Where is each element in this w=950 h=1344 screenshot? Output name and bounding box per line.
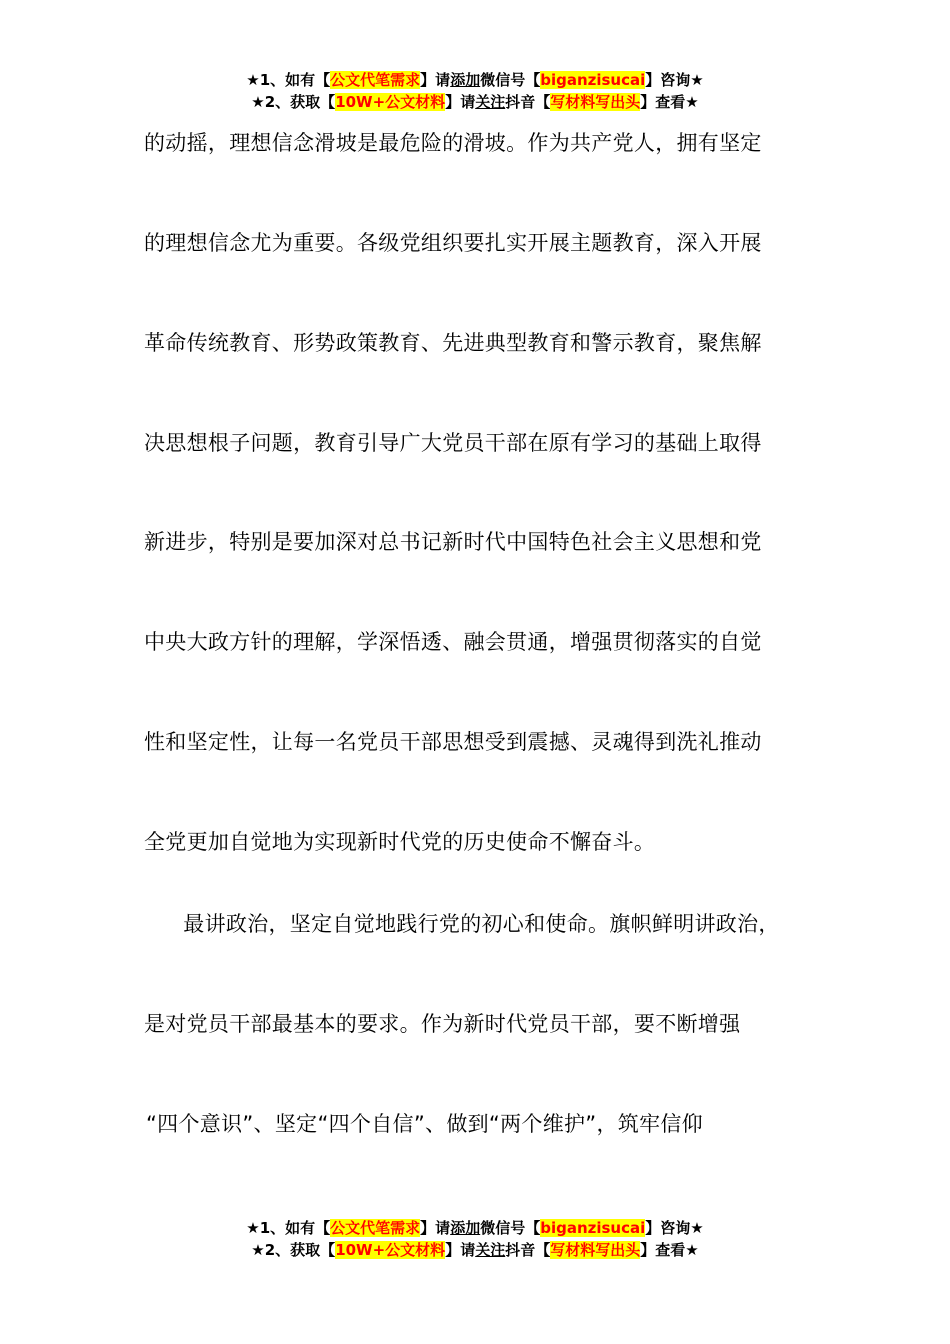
footer-banner xyxy=(0,1217,950,1261)
body-line: 的理想信念尤为重要。各级党组织要扎实开展主题教育，深入开展 xyxy=(144,231,762,255)
banner-text: 微信号【 xyxy=(480,71,541,89)
banner-highlight: 写材料写出头 xyxy=(550,93,641,111)
banner-text: 】查看★ xyxy=(640,1241,699,1259)
banner-text: 】查看★ xyxy=(640,93,699,111)
body-line: 中央大政方针的理解，学深悟透、融会贯通，增强贯彻落实的自觉 xyxy=(144,630,762,654)
banner-text: ★1、如有【 xyxy=(246,1219,331,1237)
banner-text: 抖音【 xyxy=(505,93,551,111)
banner-line-1 xyxy=(0,69,950,91)
banner-highlight: biganzisucai xyxy=(540,1219,646,1237)
body-line: 是对党员干部最基本的要求。作为新时代党员干部，要不断增强 xyxy=(144,1012,741,1036)
banner-underlined: 关注 xyxy=(475,1241,506,1259)
banner-text: 微信号【 xyxy=(480,1219,541,1237)
body-line: 革命传统教育、形势政策教育、先进典型教育和警示教育，聚焦解 xyxy=(144,331,762,355)
banner-text: 】咨询★ xyxy=(645,1219,704,1237)
banner-underlined: 关注 xyxy=(475,93,506,111)
banner-text: 】请 xyxy=(420,1219,451,1237)
banner-highlight: 公文代笔需求 xyxy=(330,71,421,89)
banner-highlight: 公文代笔需求 xyxy=(330,1219,421,1237)
banner-line-2 xyxy=(0,91,950,113)
body-line: 性和坚定性，让每一名党员干部思想受到震撼、灵魂得到洗礼推动 xyxy=(144,730,762,754)
banner-highlight: 写材料写出头 xyxy=(550,1241,641,1259)
banner-text: 】咨询★ xyxy=(645,71,704,89)
body-line: 决思想根子问题，教育引导广大党员干部在原有学习的基础上取得 xyxy=(144,431,762,455)
banner-text: 】请 xyxy=(420,71,451,89)
body-line: “四个意识”、坚定“四个自信”、做到“两个维护”，筑牢信仰 xyxy=(146,1112,703,1136)
body-line: 的动摇，理想信念滑坡是最危险的滑坡。作为共产党人，拥有坚定 xyxy=(144,131,762,155)
body-line: 全党更加自觉地为实现新时代党的历史使命不懈奋斗。 xyxy=(144,830,656,854)
header-banner xyxy=(0,69,950,113)
body-line: 新进步，特别是要加深对总书记新时代中国特色社会主义思想和党 xyxy=(144,530,762,554)
banner-text: ★2、获取【 xyxy=(251,93,336,111)
banner-text: ★2、获取【 xyxy=(251,1241,336,1259)
banner-underlined: 添加 xyxy=(450,1219,481,1237)
body-line: 最讲政治，坚定自觉地践行党的初心和使命。旗帜鲜明讲政治， xyxy=(162,912,780,936)
banner-text: ★1、如有【 xyxy=(246,71,331,89)
banner-highlight: biganzisucai xyxy=(540,71,646,89)
banner-text: 】请 xyxy=(445,93,476,111)
banner-line-2 xyxy=(0,1239,950,1261)
banner-highlight: 10W+公文材料 xyxy=(335,93,446,111)
banner-underlined: 添加 xyxy=(450,71,481,89)
banner-text: 】请 xyxy=(445,1241,476,1259)
banner-line-1 xyxy=(0,1217,950,1239)
banner-text: 抖音【 xyxy=(505,1241,551,1259)
banner-highlight: 10W+公文材料 xyxy=(335,1241,446,1259)
